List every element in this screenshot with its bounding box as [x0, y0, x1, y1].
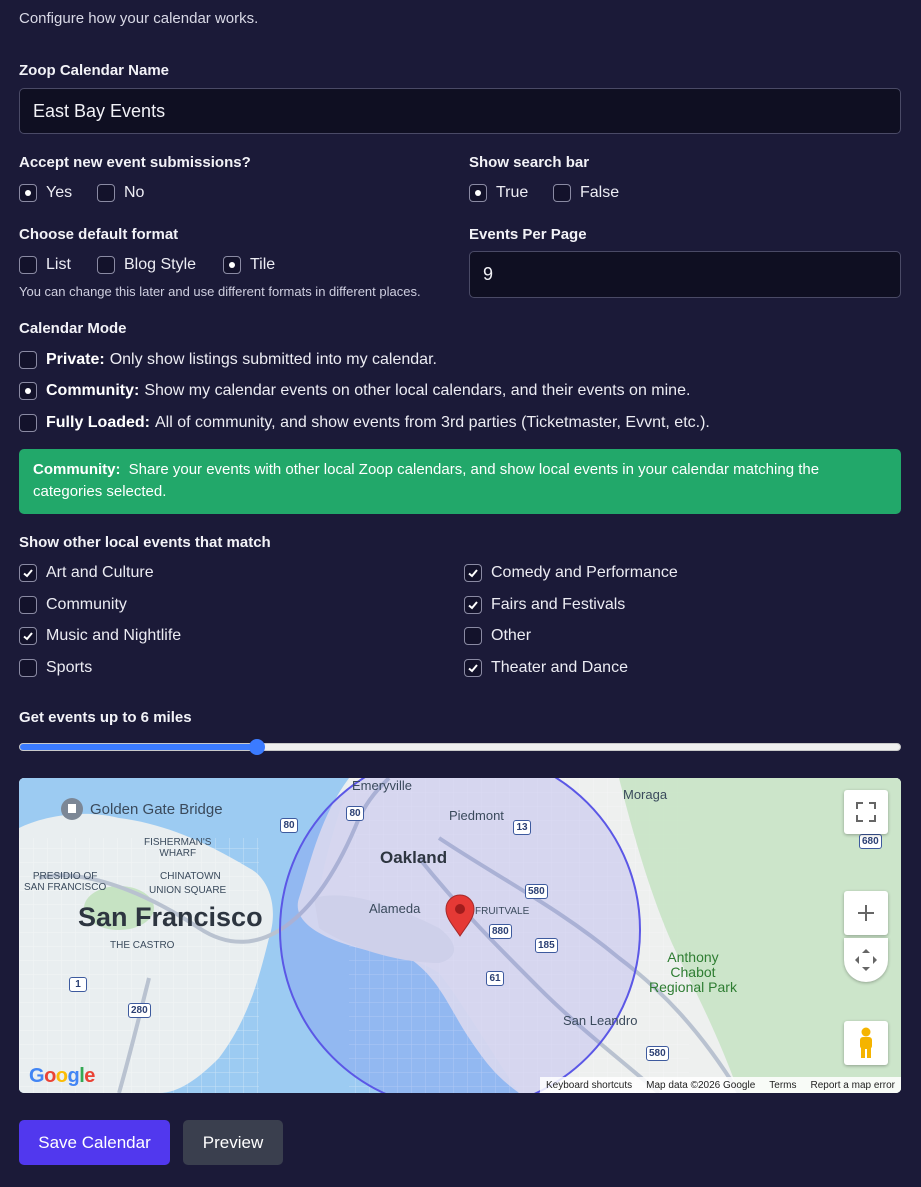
highway-shield-icon: 80 [280, 818, 298, 833]
format-blog-label: Blog Style [124, 256, 197, 273]
radio-selected-icon [469, 184, 487, 202]
radio-selected-icon [19, 382, 37, 400]
category-checkbox-fairs-and-festivals[interactable] [464, 596, 625, 614]
category-checkbox-comedy-and-performance[interactable] [464, 564, 678, 582]
highway-shield-icon: 680 [859, 834, 882, 849]
radio-unselected-icon [19, 351, 37, 369]
map-label-alameda: Alameda [369, 901, 421, 916]
events-per-page-label: Events Per Page [469, 226, 587, 243]
category-label: Other [491, 627, 532, 644]
radio-selected-icon [223, 256, 241, 274]
category-label: Art and Culture [46, 564, 154, 581]
terms-link[interactable]: Terms [769, 1079, 797, 1091]
checkbox-checked-icon [19, 627, 37, 645]
mode-private-radio[interactable] [19, 351, 437, 369]
map-label-fishermans-wharf: FISHERMAN'S WHARF [144, 837, 212, 859]
radio-unselected-icon [553, 184, 571, 202]
accept-no-label: No [124, 184, 145, 201]
keyboard-shortcuts-link[interactable]: Keyboard shortcuts [545, 1079, 633, 1091]
radio-unselected-icon [19, 414, 37, 432]
category-label: Comedy and Performance [491, 564, 678, 581]
events-per-page-input[interactable] [469, 251, 901, 298]
accept-no-radio[interactable] [97, 184, 144, 202]
intro-text: Configure how your calendar works. [19, 10, 259, 27]
search-bar-label: Show search bar [469, 154, 590, 171]
format-tile-label: Tile [250, 256, 276, 273]
highway-shield-icon: 580 [646, 1046, 669, 1061]
map-footer [540, 1077, 901, 1093]
categories-label: Show other local events that match [19, 534, 271, 551]
map-label-golden-gate: Golden Gate Bridge [90, 801, 223, 818]
pegman-icon [856, 1026, 876, 1060]
highway-shield-icon: 1 [69, 977, 87, 992]
checkbox-unchecked-icon [19, 596, 37, 614]
category-label: Music and Nightlife [46, 627, 182, 644]
distance-slider-thumb[interactable] [249, 739, 265, 755]
distance-slider-track[interactable] [19, 743, 901, 751]
mode-fully-loaded-radio[interactable] [19, 414, 710, 432]
map-pan-control[interactable] [844, 938, 888, 982]
map-label-san-francisco: San Francisco [78, 902, 263, 932]
format-help-text: You can change this later and use different formats in different places. [19, 284, 421, 299]
radio-selected-icon [19, 184, 37, 202]
format-list-label: List [46, 256, 71, 273]
save-calendar-button[interactable]: Save Calendar [19, 1120, 170, 1165]
fullscreen-icon [855, 801, 877, 823]
map-label-chinatown: CHINATOWN [160, 871, 221, 882]
default-format-label: Choose default format [19, 226, 179, 243]
map-label-piedmont: Piedmont [449, 808, 504, 823]
map-view[interactable] [19, 778, 901, 1093]
distance-label: Get events up to 6 miles [19, 709, 192, 726]
category-checkbox-art-and-culture[interactable] [19, 564, 154, 582]
map-label-fruitvale: FRUITVALE [475, 906, 530, 917]
highway-shield-icon: 880 [489, 924, 512, 939]
map-label-anthony-chabot: Anthony Chabot Regional Park [649, 949, 737, 995]
category-label: Theater and Dance [491, 659, 628, 676]
format-blog-radio[interactable] [97, 256, 196, 274]
map-label-presidio: PRESIDIO OF SAN FRANCISCO [24, 871, 107, 893]
checkbox-checked-icon [464, 596, 482, 614]
format-list-radio[interactable] [19, 256, 71, 274]
mode-notice [19, 449, 901, 514]
map-label-moraga: Moraga [623, 787, 668, 802]
fullscreen-button[interactable] [844, 790, 888, 834]
search-false-label: False [580, 184, 620, 201]
mode-notice-text: Share your events with other local Zoop calendars, and show local events in your calendar matching the categories selected. [33, 461, 820, 500]
report-error-link[interactable]: Report a map error [810, 1079, 895, 1091]
mode-fully-loaded-title: Fully Loaded: [46, 414, 150, 431]
map-label-san-leandro: San Leandro [563, 1013, 638, 1028]
format-tile-radio[interactable] [223, 256, 275, 274]
mode-community-radio[interactable] [19, 382, 690, 400]
search-false-radio[interactable] [553, 184, 619, 202]
highway-shield-icon: 80 [346, 806, 364, 821]
checkbox-unchecked-icon [19, 659, 37, 677]
category-label: Fairs and Festivals [491, 596, 626, 613]
map-label-union-square: UNION SQUARE [149, 885, 227, 896]
highway-shield-icon: 61 [486, 971, 504, 986]
map-canvas[interactable] [19, 778, 901, 1093]
category-checkbox-theater-and-dance[interactable] [464, 659, 628, 677]
highway-shield-icon: 280 [128, 1003, 151, 1018]
highway-shield-icon: 13 [513, 820, 531, 835]
checkbox-checked-icon [464, 564, 482, 582]
category-checkbox-sports[interactable] [19, 659, 92, 677]
category-label: Sports [46, 659, 93, 676]
map-label-oakland: Oakland [380, 848, 448, 867]
distance-slider-fill [20, 744, 258, 750]
category-checkbox-music-and-nightlife[interactable] [19, 627, 181, 645]
category-checkbox-other[interactable] [464, 627, 531, 645]
map-data-text: Map data ©2026 Google [646, 1079, 756, 1091]
accept-yes-label: Yes [46, 184, 73, 201]
radio-unselected-icon [19, 256, 37, 274]
search-true-label: True [496, 184, 529, 201]
street-view-button[interactable] [844, 1021, 888, 1065]
checkbox-checked-icon [464, 659, 482, 677]
map-label-castro: THE CASTRO [110, 940, 175, 951]
mode-notice-title: Community: [33, 461, 121, 478]
mode-community-desc: Show my calendar events on other local calendars, and their events on mine. [144, 382, 691, 399]
radio-unselected-icon [97, 184, 115, 202]
pan-arrows-icon [853, 947, 879, 973]
calendar-name-input[interactable] [19, 88, 901, 134]
radio-unselected-icon [97, 256, 115, 274]
mode-private-desc: Only show listings submitted into my calendar. [109, 351, 437, 368]
checkbox-unchecked-icon [464, 627, 482, 645]
map-landmark-icon [61, 798, 83, 820]
mode-private-title: Private: [46, 351, 105, 368]
calendar-name-label: Zoop Calendar Name [19, 62, 170, 79]
plus-icon [856, 903, 876, 923]
search-true-radio[interactable] [469, 184, 528, 202]
highway-shield-icon: 580 [525, 884, 548, 899]
google-logo: Google [29, 1065, 95, 1087]
preview-button[interactable]: Preview [183, 1120, 283, 1165]
zoom-in-button[interactable] [844, 891, 888, 935]
mode-fully-loaded-desc: All of community, and show events from 3rd parties (Ticketmaster, Evvnt, etc.). [155, 414, 710, 431]
highway-shield-icon: 185 [535, 938, 558, 953]
accept-submissions-label: Accept new event submissions? [19, 154, 251, 171]
map-label-emeryville: Emeryville [352, 778, 412, 793]
category-checkbox-community[interactable] [19, 596, 127, 614]
mode-community-title: Community: [46, 382, 140, 399]
checkbox-checked-icon [19, 564, 37, 582]
category-label: Community [46, 596, 127, 613]
accept-yes-radio[interactable] [19, 184, 72, 202]
calendar-mode-label: Calendar Mode [19, 320, 127, 337]
